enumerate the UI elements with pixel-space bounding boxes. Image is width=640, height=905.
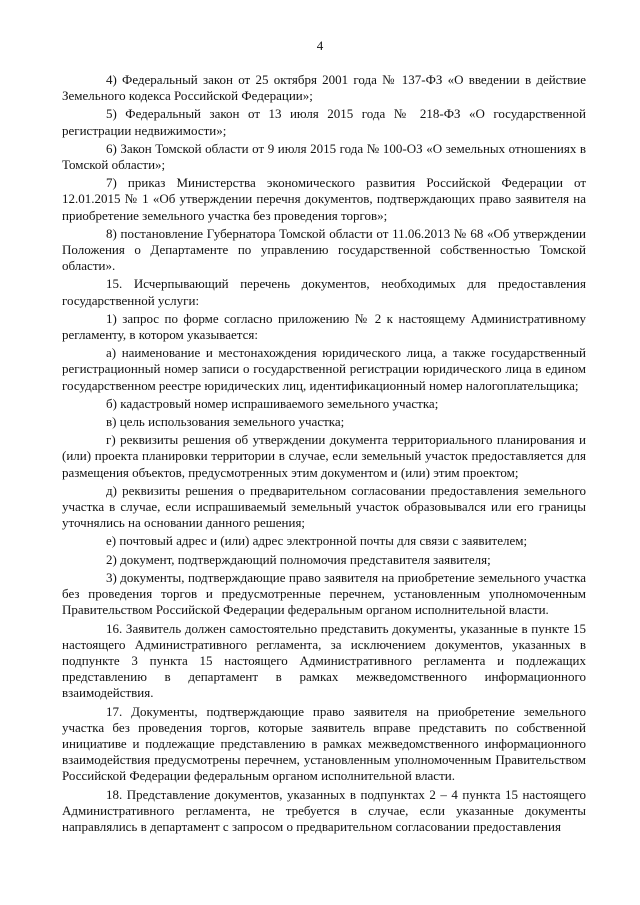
paragraph: 1) запрос по форме согласно приложению № 2 к настоящему Административному регламенту, в котором указывается: — [62, 310, 586, 343]
paragraph: г) реквизиты решения об утверждении документа территориального планирования и (или) проекта планировки территории в случае, если земельный участок предоставляется для размещения объектов, предусмотренных этим документом и (или) этим проектом; — [62, 432, 586, 480]
paragraph: д) реквизиты решения о предварительном согласовании предоставления земельного участка в случае, если испрашиваемый земельный участок образовывался или его границы уточнялись на основании данного решения; — [62, 482, 586, 531]
paragraph: 8) постановление Губернатора Томской области от 11.06.2013 № 68 «Об утверждении Положения о Департаменте по управлению государственной собственностью Томской области». — [62, 225, 586, 274]
paragraph: б) кадастровый номер испрашиваемого земельного участка; — [106, 395, 439, 411]
paragraph: 6) Закон Томской области от 9 июля 2015 года № 100-ОЗ «О земельных отношениях в Томской области»; — [62, 140, 586, 173]
paragraph: 5) Федеральный закон от 13 июля 2015 года № 218-ФЗ «О государственной регистрации недвижимости»; — [62, 106, 586, 138]
paragraph: 15. Исчерпывающий перечень документов, необходимых для предоставления государственной услуги: — [62, 276, 586, 308]
paragraph: 16. Заявитель должен самостоятельно представить документы, указанные в пункте 15 настоящего Административного регламента, за исключением документов, указанных в подпункте 3 пункта 15 настоящего Административного регламента и подлежащих представлению в департамент в рамках межведомственного информационного взаимодействия. — [62, 620, 586, 701]
paragraph: 2) документ, подтверждающий полномочия представителя заявителя; — [106, 551, 491, 567]
document-body — [62, 72, 586, 837]
paragraph: 4) Федеральный закон от 25 октября 2001 года № 137-ФЗ «О введении в действие Земельного кодекса Российской Федерации»; — [62, 72, 586, 104]
paragraph: 7) приказ Министерства экономического развития Российской Федерации от 12.01.2015 № 1 «Об утверждении перечня документов, подтверждающих право заявителя на приобретение земельного участка без проведения торгов»; — [62, 175, 586, 223]
paragraph: 17. Документы, подтверждающие право заявителя на приобретение земельного участка без проведения торгов, которые заявитель вправе представить по собственной инициативе и подлежащие представлению в рамках межведомственного информационного взаимодействия предусмотрены перечнем, установленным уполномоченным Правительством Российской Федерации федеральным органом исполнительной власти. — [62, 703, 586, 784]
paragraph: 3) документы, подтверждающие право заявителя на приобретение земельного участка без проведения торгов и предусмотренные перечнем, установленным уполномоченным Правительством Российской Федерации федеральным органом исполнительной власти. — [62, 569, 586, 618]
paragraph: а) наименование и местонахождения юридического лица, а также государственный регистрационный номер записи о государственной регистрации юридического лица в едином государственном реестре юридических лиц, идентификационный номер налогоплательщика; — [62, 345, 586, 393]
paragraph: в) цель использования земельного участка; — [106, 414, 345, 430]
paragraph: е) почтовый адрес и (или) адрес электронной почты для связи с заявителем; — [106, 533, 528, 549]
paragraph: 18. Представление документов, указанных в подпунктах 2 – 4 пункта 15 настоящего Административного регламента, не требуется в случае, если указанные документы направлялись в департамент с запросом о предварительном согласовании предоставления — [62, 786, 586, 834]
page-number: 4 — [316, 38, 324, 53]
